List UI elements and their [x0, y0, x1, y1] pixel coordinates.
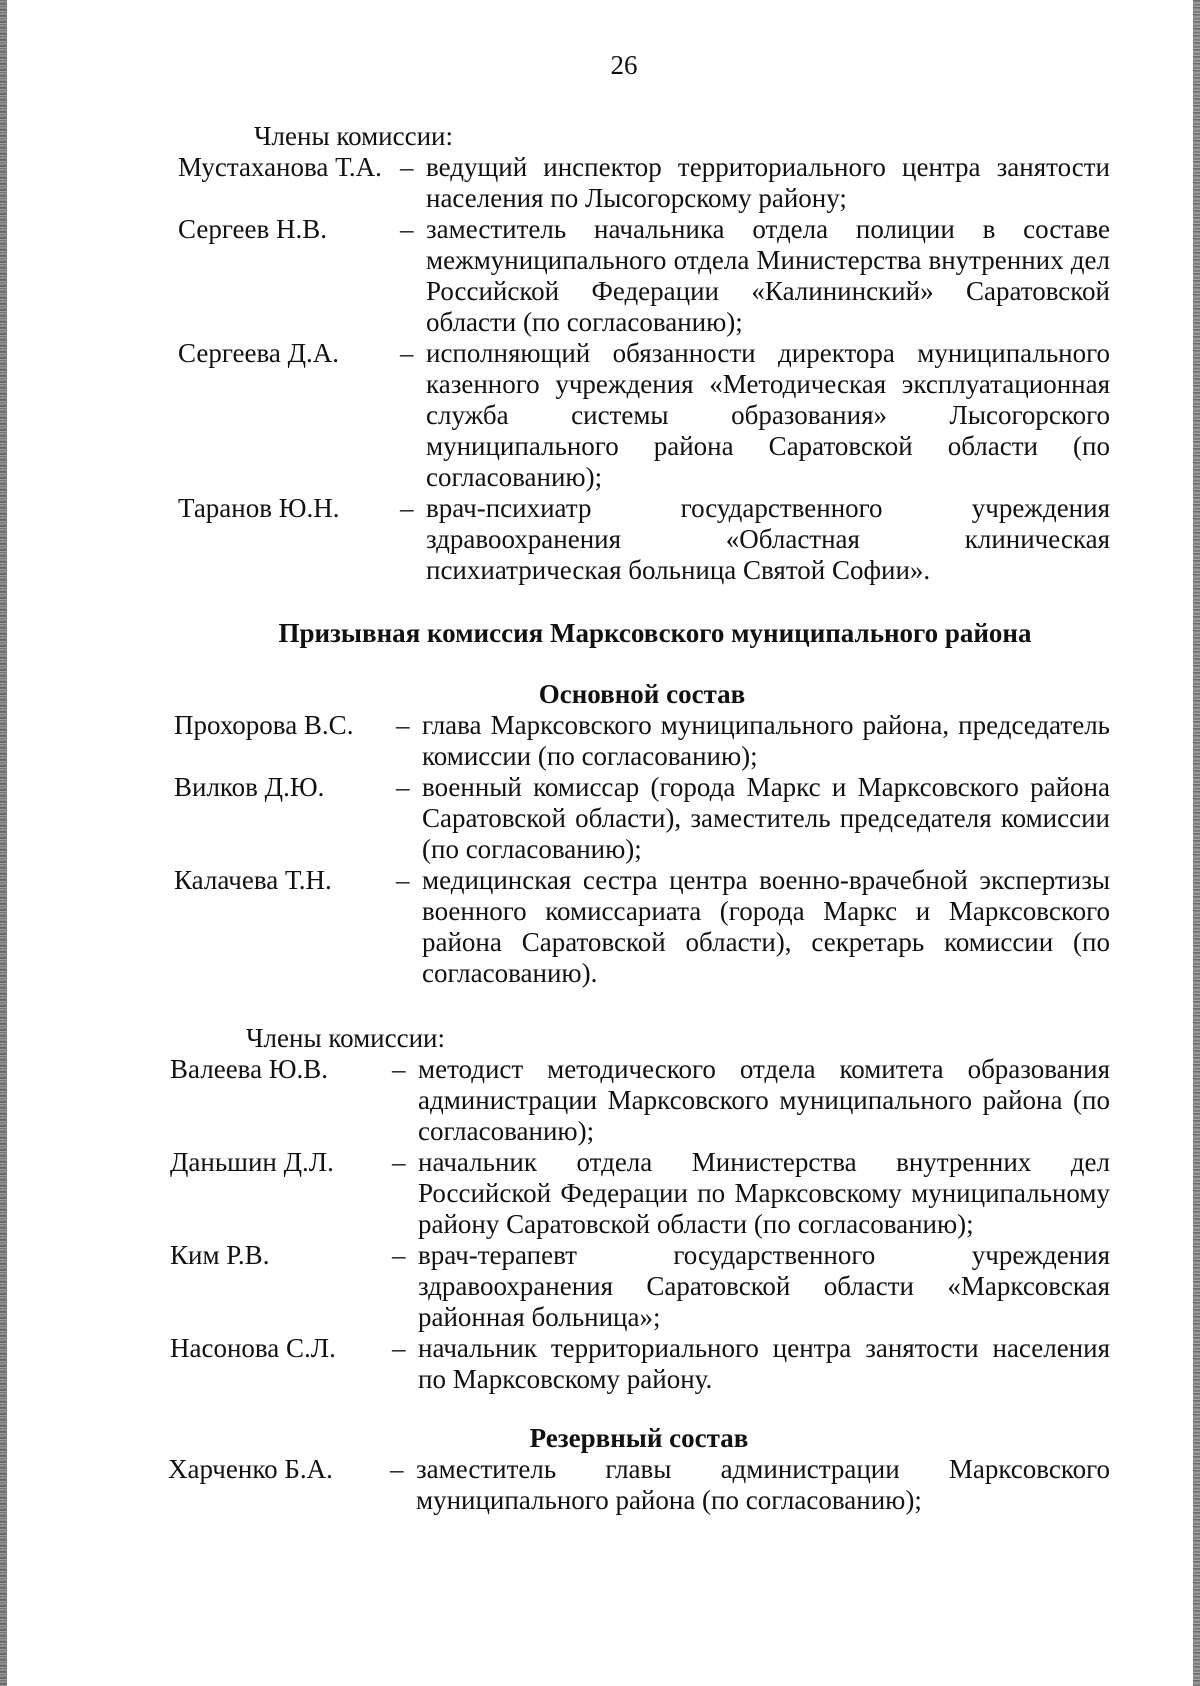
spacer [170, 1395, 1110, 1423]
dash: – [390, 1454, 404, 1484]
member-name: Валеева Ю.В. [170, 1054, 329, 1084]
member-name: Мустаханова Т.А. [178, 152, 382, 182]
member-row [178, 152, 1110, 214]
dash: – [396, 772, 410, 802]
member-role: методист методического отдела комитета образования администрации Марксовского муниципального района (по согласованию); [418, 1054, 1110, 1146]
member-role: исполняющий обязанности директора муниципального казенного учреждения «Методическая эксплуатационная служба системы образования» Лысогорского муниципального района Саратовской области (по согласованию); [426, 338, 1110, 492]
member-role: ведущий инспектор территориального центра занятости населения по Лысогорскому району; [426, 152, 1110, 213]
member-row [174, 772, 1110, 865]
dash: – [392, 1147, 406, 1177]
members-heading: Члены комиссии: [246, 1023, 445, 1053]
dash: – [396, 865, 410, 895]
member-row [174, 865, 1110, 989]
dash: – [400, 493, 414, 523]
member-name: Прохорова В.С. [174, 710, 354, 740]
members-block-1 [178, 121, 1110, 586]
member-name: Ким Р.В. [170, 1240, 270, 1270]
member-role: военный комиссар (города Маркс и Марксовского района Саратовской области), заместитель председателя комиссии (по согласованию); [422, 772, 1110, 864]
member-name: Сергеева Д.А. [178, 338, 340, 368]
dash: – [392, 1240, 406, 1270]
member-role: начальник отдела Министерства внутренних дел Российской Федерации по Марксовскому муниципальному району Саратовской области (по согласованию); [418, 1147, 1110, 1239]
dash: – [392, 1333, 406, 1363]
member-name: Харченко Б.А. [168, 1454, 333, 1484]
member-role: врач-терапевт государственного учреждения здравоохранения Саратовской области «Марксовская районная больница»; [418, 1240, 1110, 1332]
member-role: заместитель начальника отдела полиции в составе межмуниципального отдела Министерства внутренних дел Российской Федерации «Калининский» Саратовской области (по согласованию); [426, 214, 1110, 337]
reserve-composition [168, 1423, 1110, 1516]
dash: – [400, 214, 414, 244]
member-row [170, 1054, 1110, 1147]
member-role: заместитель главы администрации Марксовского муниципального района (по согласованию); [416, 1454, 1110, 1515]
spacer [170, 989, 1110, 1023]
member-name: Таранов Ю.Н. [178, 493, 340, 523]
member-row [170, 1147, 1110, 1240]
member-name: Вилков Д.Ю. [174, 772, 325, 802]
member-name: Калачева Т.Н. [174, 865, 332, 895]
dash: – [392, 1054, 406, 1084]
reserve-composition-title: Резервный состав [529, 1423, 749, 1453]
member-row [178, 338, 1110, 493]
scan-edge-right [1193, 0, 1200, 1686]
member-row [170, 1240, 1110, 1333]
member-role: глава Марксовского муниципального района, председатель комиссии (по согласованию); [422, 710, 1110, 771]
member-row [168, 1454, 1110, 1516]
main-composition [174, 679, 1110, 989]
member-row [178, 493, 1110, 586]
member-row [170, 1333, 1110, 1395]
member-role: медицинская сестра центра военно-врачебной экспертизы военного комиссариата (города Маркс и Марксовского района Саратовской области), секретарь комиссии (по согласованию). [422, 865, 1110, 988]
main-composition-title: Основной состав [538, 679, 746, 709]
member-name: Насонова С.Л. [170, 1333, 336, 1363]
members-block-2 [170, 1023, 1110, 1395]
members-heading: Члены комиссии: [254, 121, 453, 151]
member-row [174, 710, 1110, 772]
dash: – [400, 338, 414, 368]
dash: – [400, 152, 414, 182]
dash: – [396, 710, 410, 740]
document-page [170, 50, 1110, 1516]
scan-edge-left [0, 0, 7, 1686]
member-name: Сергеев Н.В. [178, 214, 328, 244]
page-number: 26 [610, 50, 638, 80]
member-role: врач-психиатр государственного учреждения здравоохранения «Областная клиническая психиатрическая больница Святой Софии». [426, 493, 1110, 585]
member-row [178, 214, 1110, 338]
commission-title: Призывная комиссия Марксовского муниципального района [278, 618, 1032, 648]
member-role: начальник территориального центра занятости населения по Марксовскому району. [418, 1333, 1110, 1394]
member-name: Даньшин Д.Л. [170, 1147, 334, 1177]
